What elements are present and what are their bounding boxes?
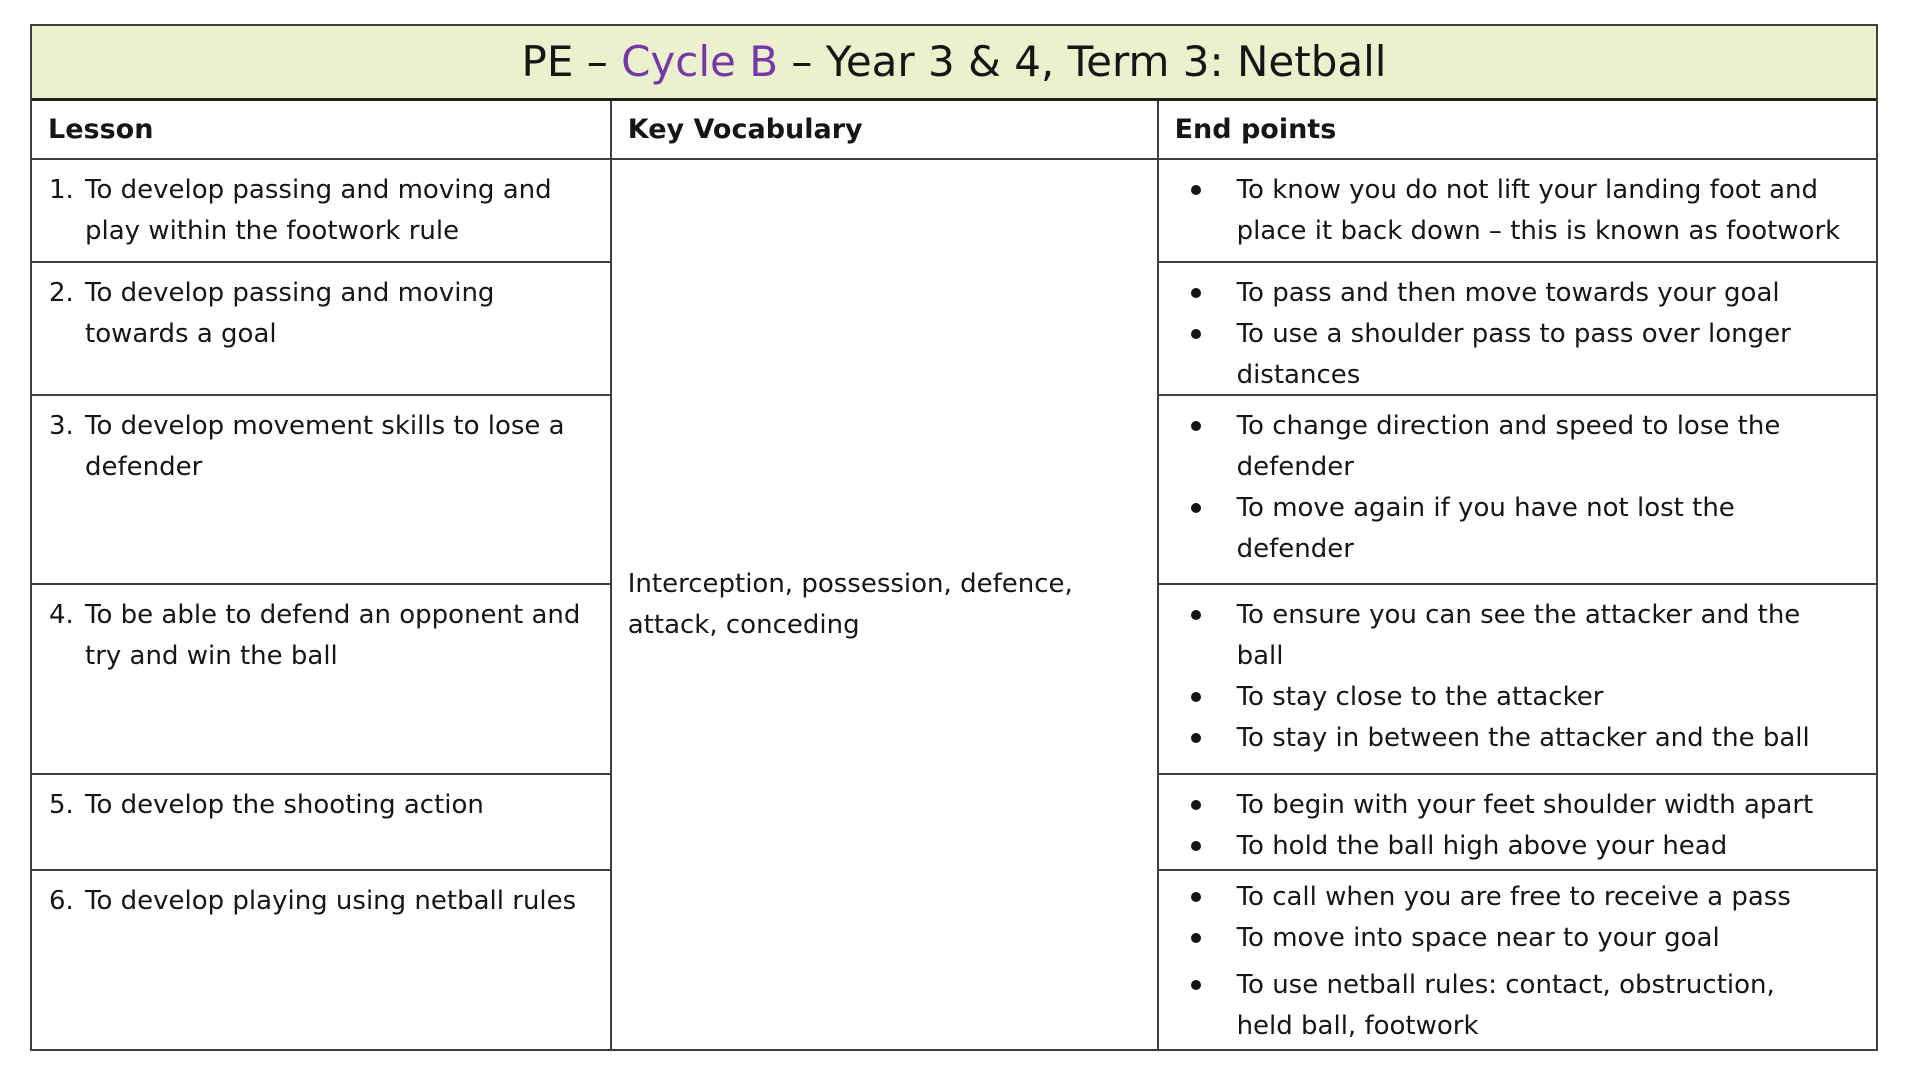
lesson-number: 5. [49,790,74,820]
endpoints-cell-3 [1159,396,1876,585]
bullet-item [1159,677,1876,718]
column-header-end-points: End points [1174,114,1337,145]
bullet-text: To hold the ball high above your head [1236,831,1728,861]
lesson-cell-4 [32,585,610,775]
lesson-cell-6 [32,871,610,1049]
bullet-item [1159,965,1876,1047]
table-body [32,160,1876,1049]
curriculum-table [30,24,1878,1051]
bullet-icon [1191,610,1201,620]
bullet-text: To pass and then move towards your goal [1236,278,1780,308]
title-cycle-highlight: Cycle B [621,37,779,86]
bullet-icon [1191,692,1201,702]
bullet-item [1159,314,1876,396]
lesson-column [32,160,612,1049]
endpoints-cell-5 [1159,775,1876,871]
lesson-text: To develop movement skills to lose a defender [85,411,565,482]
endpoints-cell-4 [1159,585,1876,775]
column-header-row [32,101,1876,160]
title-suffix: – Year 3 & 4, Term 3: Netball [778,37,1387,86]
lesson-cell-5 [32,775,610,871]
bullet-item [1159,170,1876,252]
key-vocabulary-text: Interception, possession, defence, attack, conceding [627,568,1073,640]
lesson-text: To develop passing and moving towards a goal [85,278,495,349]
lesson-text: To be able to defend an opponent and try and win the ball [85,600,581,671]
bullet-text: To move into space near to your goal [1236,923,1720,953]
bullet-item [1159,918,1876,959]
bullet-text: To know you do not lift your landing foot and place it back down – this is known as footwork [1236,175,1841,246]
bullet-icon [1191,800,1201,810]
lesson-cell-3 [32,396,610,585]
bullet-icon [1191,329,1201,339]
bullet-item [1159,826,1876,867]
bullet-icon [1191,841,1201,851]
bullet-text: To stay close to the attacker [1236,682,1604,712]
bullet-text: To change direction and speed to lose the defender [1236,411,1781,482]
bullet-item [1159,406,1876,488]
bullet-text: To use a shoulder pass to pass over longer distances [1236,319,1791,390]
bullet-item [1159,718,1876,759]
end-points-column [1159,160,1876,1049]
lesson-number: 6. [49,886,74,916]
bullet-item [1159,488,1876,570]
lesson-text: To develop the shooting action [85,790,484,820]
bullet-item [1159,785,1876,826]
bullet-item [1159,595,1876,677]
bullet-text: To call when you are free to receive a pass [1236,882,1791,912]
bullet-item [1159,877,1876,918]
bullet-icon [1191,185,1201,195]
bullet-icon [1191,733,1201,743]
lesson-text: To develop passing and moving and play within the footwork rule [85,175,552,246]
bullet-icon [1191,288,1201,298]
bullet-icon [1191,421,1201,431]
title-bar [32,26,1876,101]
column-header-lesson: Lesson [32,101,612,158]
lesson-number: 3. [49,411,74,441]
bullet-icon [1191,503,1201,513]
endpoints-cell-1 [1159,160,1876,263]
lesson-cell-1 [32,160,610,263]
endpoints-cell-2 [1159,263,1876,396]
lesson-cell-2 [32,263,610,396]
bullet-text: To use netball rules: contact, obstruction, held ball, footwork [1236,970,1775,1041]
bullet-icon [1191,980,1201,990]
bullet-text: To ensure you can see the attacker and the ball [1236,600,1801,671]
title-prefix: PE – [521,37,622,86]
lesson-text: To develop playing using netball rules [85,886,577,916]
page-title [521,37,1387,86]
lesson-number: 2. [49,278,74,308]
lesson-number: 1. [49,175,74,205]
lesson-number: 4. [49,600,74,630]
bullet-icon [1191,933,1201,943]
bullet-icon [1191,892,1201,902]
key-vocabulary-cell [612,160,1159,1049]
bullet-text: To move again if you have not lost the defender [1236,493,1735,564]
bullet-text: To begin with your feet shoulder width apart [1236,790,1814,820]
endpoints-cell-6 [1159,871,1876,1049]
column-header-key-vocabulary: Key Vocabulary [612,101,1159,158]
bullet-text: To stay in between the attacker and the ball [1236,723,1810,753]
bullet-item [1159,273,1876,314]
